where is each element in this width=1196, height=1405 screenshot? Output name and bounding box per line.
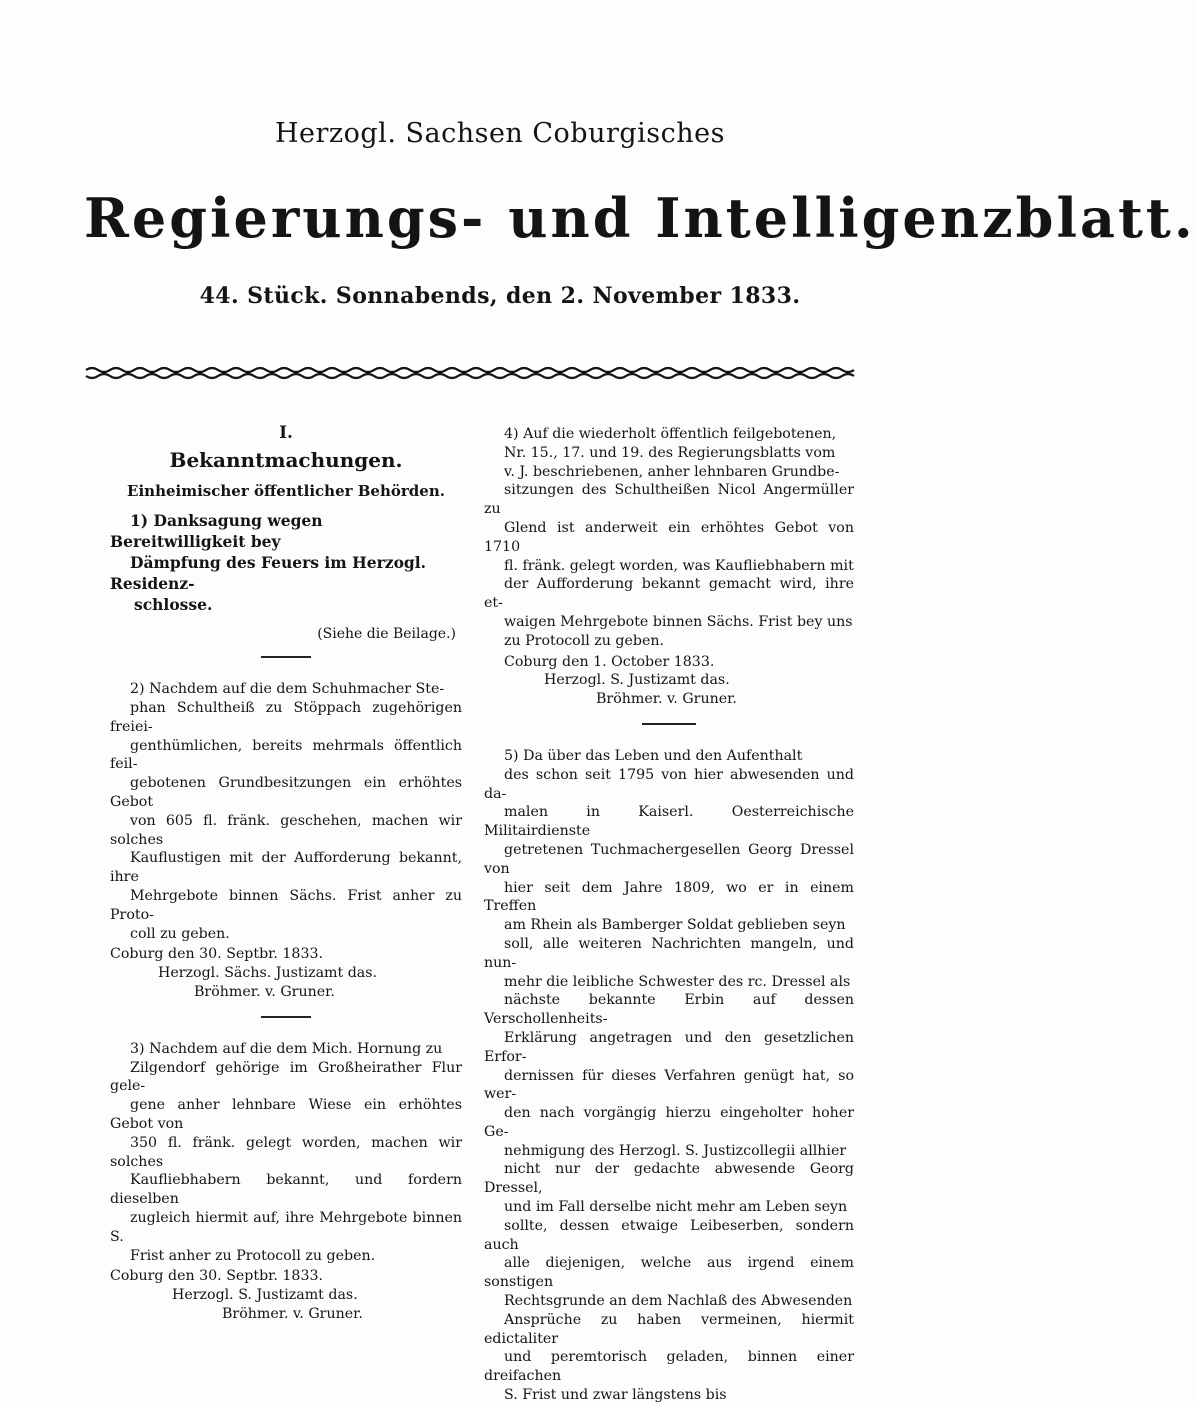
text-line: und im Fall derselbe nicht mehr am Leben seyn bbox=[504, 1199, 848, 1216]
item-4-body bbox=[484, 425, 854, 651]
text-line: Kaufliebhabern bekannt, und fordern dieselben bbox=[110, 1172, 462, 1208]
item-divider bbox=[261, 1016, 311, 1018]
text-line: sollte, dessen etwaige Leibeserben, sondern auch bbox=[484, 1217, 854, 1253]
text-line: Glend ist anderweit ein erhöhtes Gebot von 1710 bbox=[484, 519, 854, 555]
issue-line: 44. Stück. Sonnabends, den 2. November 1833. bbox=[199, 283, 801, 309]
item-1-note: (Siehe die Beilage.) bbox=[317, 626, 456, 643]
publication-title: Regierungs- und Intelligenzblatt. bbox=[84, 186, 1196, 250]
text-line: 2) Nachdem auf die dem Schuhmacher Ste- bbox=[130, 681, 445, 698]
text-line: malen in Kaiserl. Oesterreichische Militairdienste bbox=[484, 804, 854, 840]
text-line: zu Protocoll zu geben. bbox=[504, 632, 665, 649]
item-2-signature: Bröhmer. v. Gruner. bbox=[194, 983, 335, 1000]
text-line: S. Frist und zwar längstens bis bbox=[504, 1387, 727, 1404]
section-subtitle: Einheimischer öffentlicher Behörden. bbox=[127, 481, 445, 500]
text-line: gene anher lehnbare Wiese ein erhöhtes Gebot von bbox=[110, 1097, 462, 1132]
text-line: sitzungen des Schultheißen Nicol Angermüller zu bbox=[484, 482, 854, 518]
item-3-signature: Bröhmer. v. Gruner. bbox=[222, 1305, 363, 1322]
text-line: alle diejenigen, welche aus irgend einem sonstigen bbox=[484, 1255, 854, 1291]
text-line: 5) Da über das Leben und den Aufenthalt bbox=[504, 747, 803, 764]
item-1-heading-line: Dämpfung des Feuers im Herzogl. Residenz- bbox=[110, 553, 427, 594]
text-line: nicht nur der gedachte abwesende Georg Dressel, bbox=[484, 1161, 854, 1197]
item-3-body bbox=[110, 1040, 462, 1266]
item-4-signature: Bröhmer. v. Gruner. bbox=[596, 691, 737, 708]
text-line: Kauflustigen mit der Aufforderung bekannt, ihre bbox=[110, 850, 462, 886]
item-5-body bbox=[484, 747, 854, 1405]
text-line: und peremtorisch geladen, binnen einer dreifachen bbox=[484, 1349, 854, 1385]
text-line: mehr die leibliche Schwester des rc. Dressel als bbox=[504, 973, 851, 990]
text-line: Ansprüche zu haben vermeinen, hiermit edictaliter bbox=[484, 1311, 854, 1347]
right-column bbox=[484, 425, 854, 1405]
text-line: nächste bekannte Erbin auf dessen Verschollenheits- bbox=[484, 992, 854, 1028]
item-4-office: Herzogl. S. Justizamt das. bbox=[544, 672, 730, 689]
text-line: den nach vorgängig hierzu eingeholter hoher Ge- bbox=[484, 1105, 854, 1140]
item-3-place-date: Coburg den 30. Septbr. 1833. bbox=[110, 1268, 324, 1285]
item-1-heading-line: 1) Danksagung wegen Bereitwilligkeit bey bbox=[110, 511, 323, 552]
text-line: Frist anher zu Protocoll zu geben. bbox=[130, 1247, 376, 1264]
item-3-office: Herzogl. S. Justizamt das. bbox=[172, 1287, 358, 1304]
text-line: von 605 fl. fränk. geschehen, machen wir solches bbox=[110, 812, 462, 848]
section-title: Bekanntmachungen. bbox=[169, 447, 403, 472]
text-line: waigen Mehrgebote binnen Sächs. Frist bey uns bbox=[504, 613, 853, 630]
item-2-body bbox=[110, 680, 462, 943]
text-line: getretenen Tuchmachergesellen Georg Dressel von bbox=[484, 841, 854, 877]
item-divider bbox=[261, 656, 311, 658]
item-1-heading-line: schlosse. bbox=[134, 595, 213, 615]
text-line: der Aufforderung bekannt gemacht wird, ihre et- bbox=[484, 576, 854, 612]
text-line: phan Schultheiß zu Stöppach zugehörigen freiei- bbox=[110, 699, 462, 735]
item-2-office: Herzogl. Sächs. Justizamt das. bbox=[158, 965, 378, 982]
item-4-place-date: Coburg den 1. October 1833. bbox=[504, 653, 715, 670]
header-wavy-rule bbox=[86, 365, 854, 381]
text-line: coll zu geben. bbox=[130, 925, 230, 942]
text-line: nehmigung des Herzogl. S. Justizcollegii allhier bbox=[504, 1142, 847, 1159]
text-line: am Rhein als Bamberger Soldat geblieben seyn bbox=[504, 917, 846, 934]
text-line: soll, alle weiteren Nachrichten mangeln, und nun- bbox=[484, 935, 854, 971]
text-line: 4) Auf die wiederholt öffentlich feilgebotenen, bbox=[504, 426, 837, 442]
text-line: des schon seit 1795 von hier abwesenden und da- bbox=[484, 766, 854, 802]
text-line: dernissen für dieses Verfahren genügt hat, so wer- bbox=[484, 1067, 854, 1103]
section-number: I. bbox=[279, 423, 293, 443]
text-line: 350 fl. fränk. gelegt worden, machen wir solches bbox=[110, 1134, 462, 1170]
text-line: Zilgendorf gehörige im Großheirather Flur gele- bbox=[110, 1059, 462, 1095]
text-line: fl. fränk. gelegt worden, was Kaufliebhabern mit bbox=[504, 557, 854, 574]
text-line: hier seit dem Jahre 1809, wo er in einem Treffen bbox=[484, 879, 854, 915]
text-line: v. J. beschriebenen, anher lehnbaren Grundbe- bbox=[504, 463, 840, 480]
text-line: 3) Nachdem auf die dem Mich. Hornung zu bbox=[130, 1040, 443, 1057]
text-line: Nr. 15., 17. und 19. des Regierungsblatts vom bbox=[504, 444, 836, 461]
left-column bbox=[110, 420, 462, 1324]
text-line: Erklärung angetragen und den gesetzlichen Erfor- bbox=[484, 1029, 854, 1065]
item-divider bbox=[642, 723, 696, 725]
text-line: genthümlichen, bereits mehrmals öffentlich feil- bbox=[110, 737, 462, 773]
text-line: Mehrgebote binnen Sächs. Frist anher zu Proto- bbox=[110, 887, 462, 923]
publication-supertitle: Herzogl. Sachsen Coburgisches bbox=[274, 118, 726, 149]
text-line: zugleich hiermit auf, ihre Mehrgebote binnen S. bbox=[110, 1209, 462, 1245]
text-line: Rechtsgrunde an dem Nachlaß des Abwesenden bbox=[504, 1293, 853, 1310]
item-2-place-date: Coburg den 30. Septbr. 1833. bbox=[110, 946, 324, 963]
text-line: gebotenen Grundbesitzungen ein erhöhtes Gebot bbox=[110, 775, 462, 810]
